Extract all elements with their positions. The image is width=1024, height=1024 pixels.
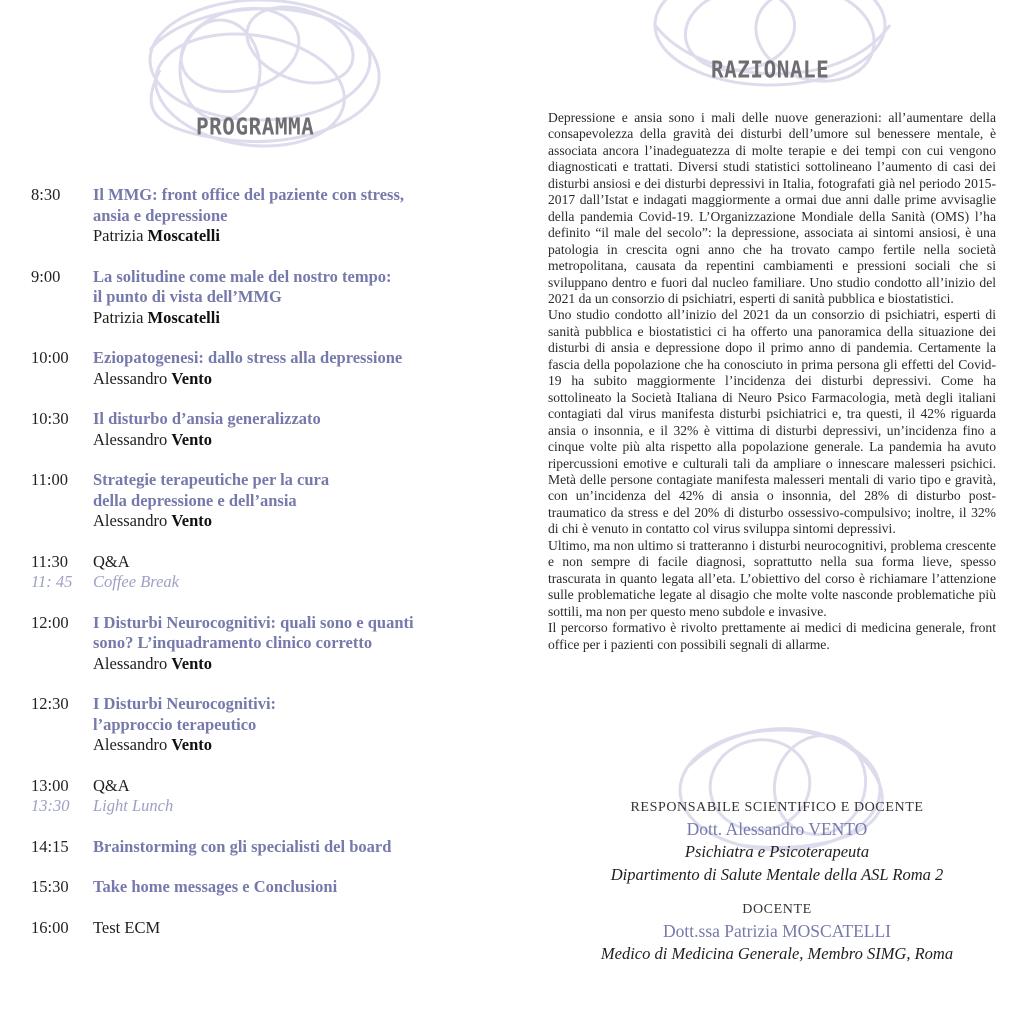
slot-title: Light Lunch (93, 796, 174, 815)
speaker-last-name: Vento (171, 735, 213, 754)
slot-time: 15:30 (31, 877, 69, 896)
slot-time: 11: 45 (31, 572, 73, 591)
slot-body (93, 877, 501, 898)
speaker-first-name: Patrizia (93, 307, 144, 327)
slot-title-line: Strategie terapeutiche per la cura (93, 470, 330, 489)
lecturer-role: DOCENTE (742, 902, 812, 917)
slot-time: 12:00 (31, 612, 69, 632)
slot-time: 8:30 (31, 185, 61, 204)
speaker-last-name: Vento (171, 368, 213, 388)
speaker-first-name: Alessandro (93, 511, 168, 530)
speaker-first-name: Alessandro (93, 735, 168, 754)
credits (530, 798, 1024, 965)
program-slot (31, 694, 501, 756)
slot-speaker (93, 308, 501, 329)
slot-body (93, 837, 501, 858)
program-slot (31, 185, 501, 247)
program-slot (31, 470, 501, 532)
slot-speaker (93, 511, 501, 532)
slot-title: Q&A (93, 551, 130, 571)
slot-speaker (93, 369, 501, 390)
slot-time: 13:00 (31, 775, 69, 795)
speaker-first-name: Patrizia (93, 226, 144, 245)
lecturer-name: Dott.ssa Patrizia MOSCATELLI (663, 921, 891, 941)
program-slot (31, 409, 501, 450)
slot-title-line: I Disturbi Neurocognitivi: (93, 694, 277, 713)
slot-body (93, 552, 501, 573)
slot-time: 11:30 (31, 551, 68, 571)
slot-body (93, 694, 501, 756)
slot-title: Coffee Break (93, 572, 179, 591)
slot-time: 12:30 (31, 694, 69, 713)
slot-title-line: della depressione e dell’ansia (93, 490, 297, 510)
slot-body (93, 796, 501, 817)
slot-title-line: Eziopatogenesi: dallo stress alla depressione (93, 348, 403, 367)
slot-speaker (93, 430, 501, 451)
slot-title-line: La solitudine come male del nostro tempo: (93, 266, 392, 286)
break-slot (31, 796, 501, 817)
rationale-paragraph: Uno studio condotto all’inizio del 2021 da un consorzio di psichiatri, esperti di sanità pubblica e biostatistici ci ha offerto una panoramica della situazione dei disturbi di ansia e depressione dopo il primo anno di pandemia. Certamente la fascia della popolazione che ha conosciuto in prima persona gli effetti del Covid-19 ha subito maggiormente l’incidenza dei disturbi depressivi. Come ha sottolineato la Società Italiana di Neuro Psico Farmacologia, metà degli italiani contagiati dal virus manifesta disturbi psichiatrici e, tra questi, il 42% riguarda ansia o insonnia, e il 32% è vittima di disturbi depressivi, un’incidenza fino a cinque volte più alta rispetto alla popolazione generale. La pandemia ha avuto ripercussioni emotive e culturali tali da ampliare o innescare malesseri psichici. Metà delle persone contagiate manifesta malesseri mentali di vario tipo e gravità, con un’incidenza del 42% di ansia o insonnia, del 28% di disturbo post-traumatico da stress e del 20% di disturbo ossessivo-compulsivo; inoltre, il 32% di chi è venuto in contatto col virus sviluppa sintomi depressivi. (548, 307, 996, 537)
program-slot (31, 776, 501, 797)
slot-body (93, 613, 501, 675)
break-slot (31, 572, 501, 593)
speaker-first-name: Alessandro (93, 368, 168, 388)
program-slot (31, 918, 501, 939)
rationale-paragraph: Ultimo, ma non ultimo si tratteranno i disturbi neurocognitivi, problema crescente e non sempre di facile diagnosi, soprattutto nella sua forma lieve, spesso trascurata in quanto legata all’eta. L’obiettivo del corso è richiamare l’attenzione sulle problematiche legate al disagio che molte volte nasconde problematiche più sottili, ma non per questo meno subdole e invasive. (548, 537, 996, 619)
slot-title-line: l’approccio terapeutico (93, 714, 257, 734)
slot-speaker (93, 654, 501, 675)
slot-time: 14:15 (31, 836, 69, 856)
scientific-lead-name: Dott. Alessandro VENTO (686, 819, 868, 839)
speaker-last-name: Vento (171, 511, 213, 530)
slot-body (93, 470, 501, 532)
speaker-last-name: Vento (171, 653, 213, 673)
slot-title-line: Take home messages e Conclusioni (93, 877, 338, 896)
slot-speaker (93, 735, 501, 756)
rationale-text (548, 110, 996, 653)
slot-time: 16:00 (31, 917, 69, 937)
program-slot (31, 837, 501, 858)
slot-title: Q&A (93, 775, 130, 795)
rationale-paragraph: Depressione e ansia sono i mali delle nuove generazioni: all’aumentare della consapevolezza della gravità dei disturbi dell’umore sul benessere mentale, è associata ancora l’inadeguatezza di molte terapie e dei tempi con cui vengono diagnosticati e trattati. Diversi studi statistici sottolineano l’aumento di casi dei disturbi ansiosi e dei disturbi depressivi in Italia, fotografati già nel periodo 2015-2017 dall’Istat e indagati maggiormente a ormai due anni dalle prime avvisaglie della pandemia Covid-19. L’Organizzazione Mondiale della Sanità (OMS) l’ha definito “il male del secolo”: la depressione, associata ai sintomi ansiosi, è una patologia in crescita ogni anno che ha trovato campo fertile nella società metropolitana, causata da repentini cambiamenti e pressioni sociali che si sviluppano dentro e fuori dal nucleo familiare. Uno studio condotto all’inizio del 2021 da un consorzio di psichiatri, esperti di sanità pubblica e biostatistici. (548, 110, 996, 306)
slot-time: 10:30 (31, 409, 69, 428)
program-slot (31, 877, 501, 898)
slot-title-line: Il MMG: front office del paziente con stress, (93, 185, 404, 204)
slot-speaker (93, 226, 501, 247)
slot-title-line: Il disturbo d’ansia generalizzato (93, 409, 321, 428)
slot-body (93, 409, 501, 450)
scientific-lead-role: RESPONSABILE SCIENTIFICO E DOCENTE (630, 800, 924, 815)
speaker-first-name: Alessandro (93, 653, 168, 673)
lecturer-affiliation: Medico di Medicina Generale, Membro SIMG, Roma (600, 944, 954, 963)
slot-time: 10:00 (31, 348, 69, 367)
speaker-first-name: Alessandro (93, 429, 168, 449)
slot-title-line: I Disturbi Neurocognitivi: quali sono e quanti (93, 612, 414, 632)
program-schedule (31, 185, 501, 958)
program-heading: PROGRAMMA (196, 113, 315, 141)
slot-title-line: ansia e depressione (93, 205, 228, 225)
slot-title-line: il punto di vista dell’MMG (93, 287, 282, 306)
program-slot (31, 348, 501, 389)
slot-title-line: sono? L’inquadramento clinico corretto (93, 633, 373, 652)
program-slot (31, 267, 501, 329)
speaker-last-name: Vento (171, 429, 213, 449)
slot-body (93, 348, 501, 389)
scribble-decoration-left (130, 0, 390, 165)
rationale-paragraph: Il percorso formativo è rivolto prettamente ai medici di medicina generale, front office per i pazienti con possibili segnali di allarme. (548, 620, 996, 652)
slot-time: 13:30 (31, 796, 70, 815)
rationale-heading: RAZIONALE (711, 56, 830, 84)
program-slot (31, 552, 501, 573)
slot-body (93, 776, 501, 797)
slot-title-line: Brainstorming con gli specialisti del board (93, 836, 392, 856)
slot-time: 11:00 (31, 470, 68, 489)
speaker-last-name: Moscatelli (147, 307, 220, 327)
slot-title: Test ECM (93, 917, 161, 937)
slot-body (93, 918, 501, 939)
slot-time: 9:00 (31, 266, 61, 286)
slot-body (93, 185, 501, 247)
speaker-last-name: Moscatelli (147, 226, 220, 245)
slot-body (93, 572, 501, 593)
scientific-lead-title: Psichiatra e Psicoterapeuta (684, 842, 870, 861)
program-slot (31, 613, 501, 675)
slot-body (93, 267, 501, 329)
scientific-lead-affiliation: Dipartimento di Salute Mentale della ASL Roma 2 (610, 865, 944, 884)
